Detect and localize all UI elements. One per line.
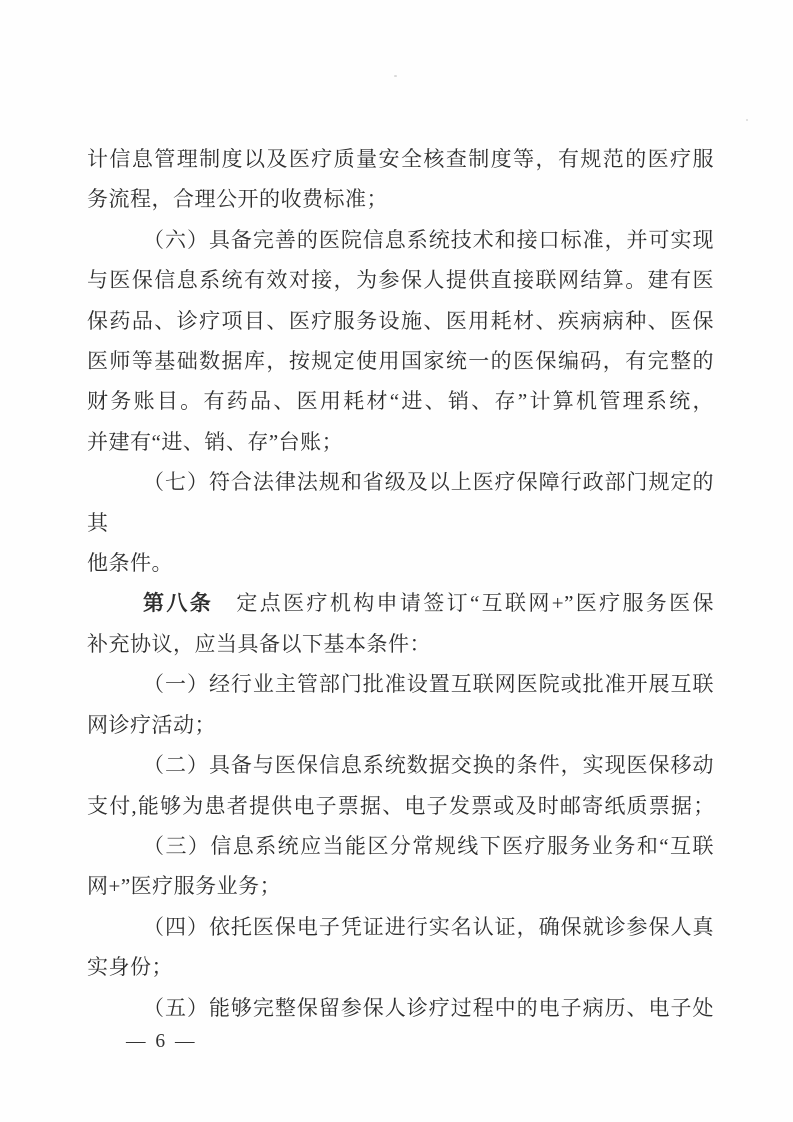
text-line <box>87 341 714 381</box>
text-segment: 他条件。 <box>87 551 173 576</box>
text-line <box>87 139 714 179</box>
text-line <box>87 907 714 947</box>
text-segment: （六）具备完善的医院信息系统技术和接口标准，并可实现 <box>143 227 714 252</box>
page-number: — 6 — <box>126 1031 196 1052</box>
text-line <box>87 301 714 341</box>
text-line <box>87 947 714 987</box>
text-line <box>87 988 714 1028</box>
text-line <box>87 866 714 906</box>
text-segment: （三）信息系统应当能区分常规线下医疗服务业务和“互联 <box>143 833 714 858</box>
text-line <box>87 260 714 300</box>
text-segment: （四）依托医保电子凭证进行实名认证，确保就诊参保人真 <box>143 914 714 939</box>
text-segment: （二）具备与医保信息系统数据交换的条件，实现医保移动 <box>143 753 714 778</box>
text-segment: 计信息管理制度以及医疗质量安全核查制度等，有规范的医疗服 <box>87 147 714 171</box>
text-segment: 务流程，合理公开的收费标准； <box>87 187 388 212</box>
text-segment: 医师等基础数据库，按规定使用国家统一的医保编码，有完整的 <box>87 349 714 374</box>
text-line <box>87 381 714 421</box>
text-line <box>87 583 714 623</box>
text-segment: 网诊疗活动； <box>87 712 216 737</box>
text-segment: 定点医疗机构申请签订“互联网+”医疗服务医保 <box>213 591 715 616</box>
text-line <box>87 462 714 543</box>
text-line <box>87 826 714 866</box>
text-segment: 并建有“进、销、存”台账； <box>87 429 344 454</box>
text-segment: 网+”医疗服务业务； <box>87 874 282 899</box>
text-segment: （七）符合法律法规和省级及以上医疗保障行政部门规定的其 <box>87 470 714 535</box>
text-body <box>87 139 714 1028</box>
text-line <box>87 220 714 260</box>
scan-speck <box>746 119 748 121</box>
text-segment: 实身份； <box>87 955 173 980</box>
text-line <box>87 543 714 583</box>
text-segment: （五）能够完整保留参保人诊疗过程中的电子病历、电子处 <box>143 995 714 1020</box>
text-line <box>87 179 714 219</box>
text-line <box>87 786 714 826</box>
text-segment: 与医保信息系统有效对接，为参保人提供直接联网结算。建有医 <box>87 268 714 293</box>
text-segment: 补充协议，应当具备以下基本条件： <box>87 631 431 656</box>
text-segment: 保药品、诊疗项目、医疗服务设施、医用耗材、疾病病种、医保 <box>87 308 714 333</box>
text-segment: （一）经行业主管部门批准设置互联网医院或批准开展互联 <box>143 672 714 697</box>
text-line <box>87 624 714 664</box>
text-segment: 支付,能够为患者提供电子票据、电子发票或及时邮寄纸质票据； <box>87 793 714 818</box>
scan-speck <box>394 75 397 77</box>
text-line <box>87 705 714 745</box>
text-line <box>87 422 714 462</box>
text-line <box>87 664 714 704</box>
text-line <box>87 745 714 785</box>
text-segment: 财务账目。有药品、医用耗材“进、销、存”计算机管理系统， <box>87 389 714 414</box>
article-number-label: 第八条 <box>143 591 214 616</box>
